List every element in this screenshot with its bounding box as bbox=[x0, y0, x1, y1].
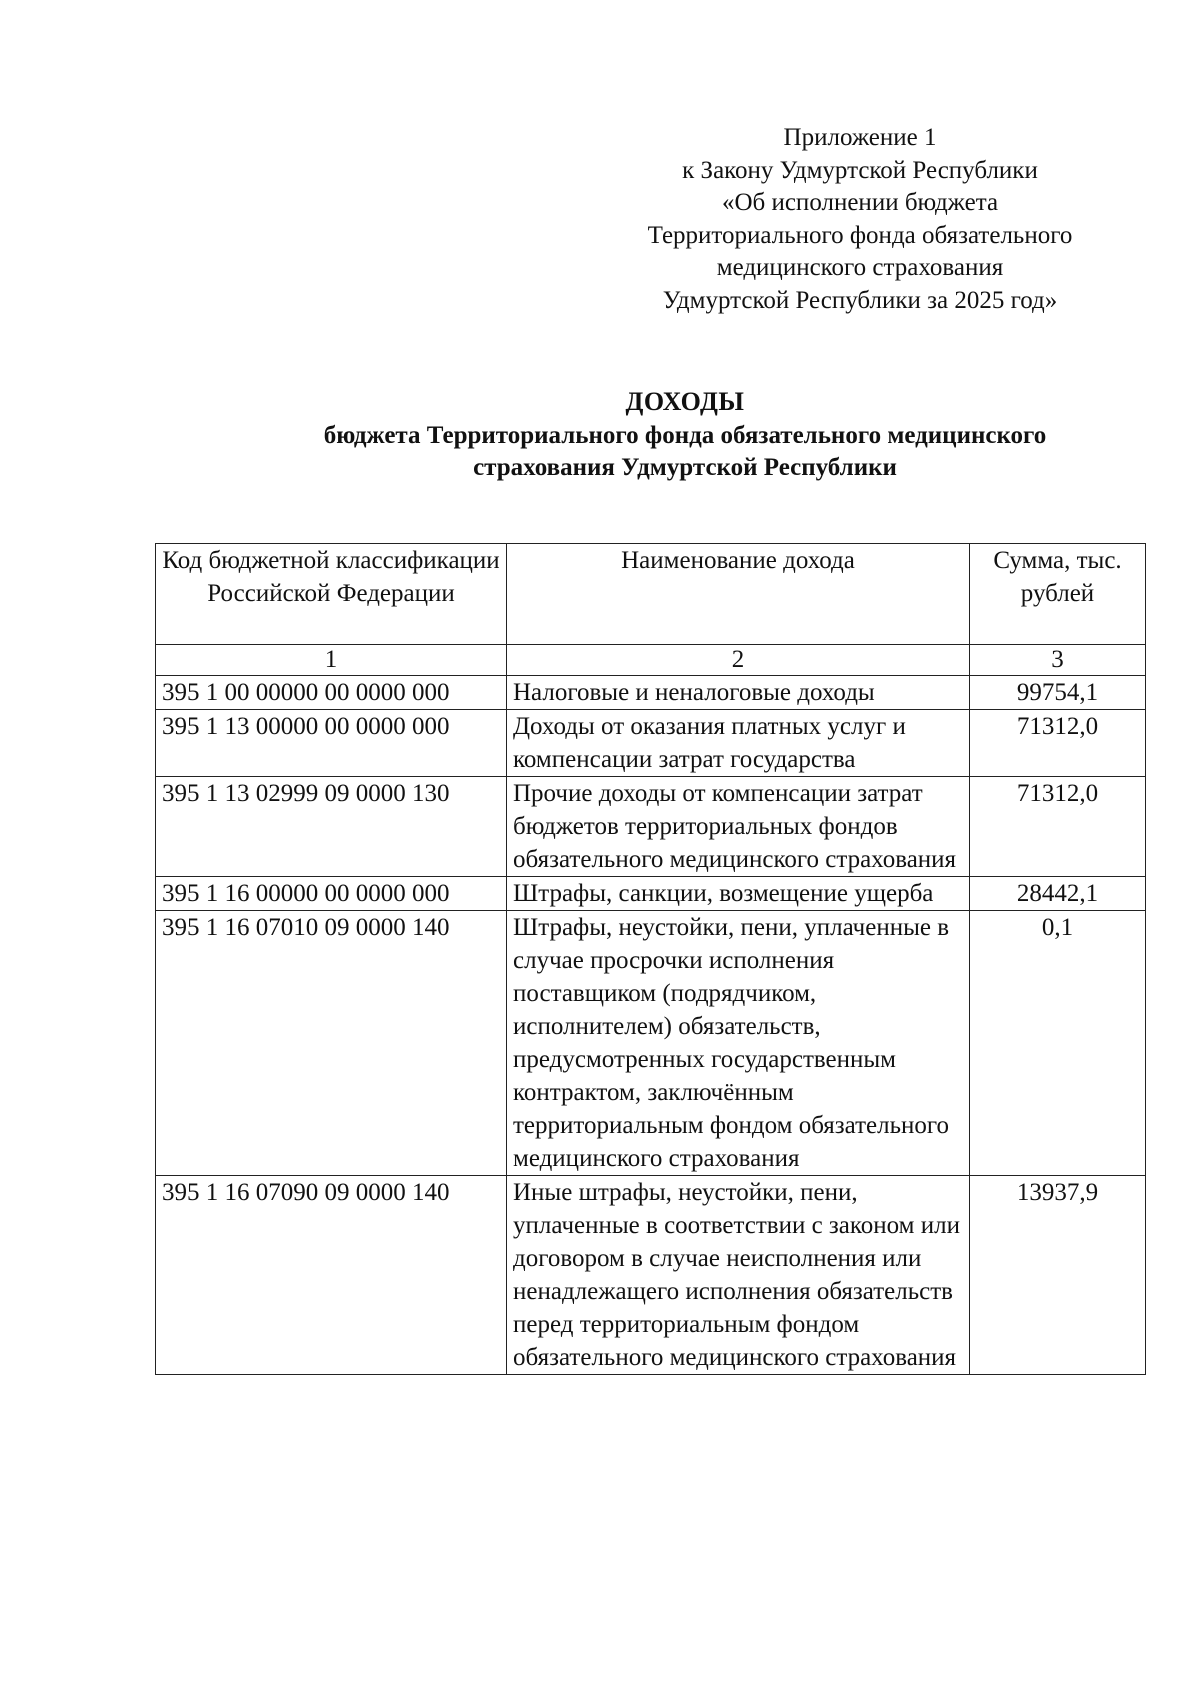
table-row bbox=[156, 877, 1146, 911]
row-code: 395 1 16 07090 09 0000 140 bbox=[156, 1176, 507, 1375]
row-sum: 71312,0 bbox=[970, 710, 1146, 777]
row-name: Прочие доходы от компенсации затрат бюджетов территориальных фондов обязательного медицинского страхования bbox=[507, 777, 970, 877]
document-subtitle-line-1: бюджета Территориального фонда обязательного медицинского bbox=[323, 422, 1047, 449]
row-name: Иные штрафы, неустойки, пени, уплаченные в соответствии с законом или договором в случае неисполнения или ненадлежащего исполнения обязательств перед территориальным фондом обязательного медицинского страхования bbox=[507, 1176, 970, 1375]
row-name: Налоговые и неналоговые доходы bbox=[507, 676, 970, 710]
document-title: ДОХОДЫ bbox=[625, 387, 745, 416]
row-code: 395 1 13 02999 09 0000 130 bbox=[156, 777, 507, 877]
row-sum: 71312,0 bbox=[970, 777, 1146, 877]
table-row bbox=[156, 676, 1146, 710]
table-row bbox=[156, 710, 1146, 777]
column-number: 1 bbox=[156, 645, 507, 676]
table-row bbox=[156, 777, 1146, 877]
document-subtitle-line-2: страхования Удмуртской Республики bbox=[473, 454, 897, 481]
appendix-line: медицинского страхования bbox=[716, 254, 1004, 281]
column-number: 3 bbox=[970, 645, 1146, 676]
row-sum: 13937,9 bbox=[970, 1176, 1146, 1375]
document-heading bbox=[120, 384, 1200, 484]
table-header-row bbox=[156, 544, 1146, 645]
column-number-row bbox=[156, 645, 1146, 676]
row-sum: 28442,1 bbox=[970, 877, 1146, 911]
table-row bbox=[156, 911, 1146, 1176]
row-sum: 99754,1 bbox=[970, 676, 1146, 710]
row-code: 395 1 13 00000 00 0000 000 bbox=[156, 710, 507, 777]
row-name: Штрафы, неустойки, пени, уплаченные в случае просрочки исполнения поставщиком (подрядчиком, исполнителем) обязательств, предусмотренных государственным контрактом, заключённым территориальным фондом обязательного медицинского страхования bbox=[507, 911, 970, 1176]
row-code: 395 1 00 00000 00 0000 000 bbox=[156, 676, 507, 710]
appendix-line: Удмуртской Республики за 2025 год» bbox=[662, 286, 1058, 314]
row-code: 395 1 16 00000 00 0000 000 bbox=[156, 877, 507, 911]
row-name: Штрафы, санкции, возмещение ущерба bbox=[507, 877, 970, 911]
row-code: 395 1 16 07010 09 0000 140 bbox=[156, 911, 507, 1176]
income-table bbox=[155, 543, 1146, 1375]
header-name: Наименование дохода bbox=[507, 544, 970, 645]
appendix-line: Приложение 1 bbox=[783, 124, 937, 151]
row-name: Доходы от оказания платных услуг и компенсации затрат государства bbox=[507, 710, 970, 777]
header-code: Код бюджетной классификации Российской Федерации bbox=[156, 544, 507, 645]
header-sum: Сумма, тыс. рублей bbox=[970, 544, 1146, 645]
table-row bbox=[156, 1176, 1146, 1375]
appendix-line: к Закону Удмуртской Республики bbox=[682, 156, 1038, 184]
column-number: 2 bbox=[507, 645, 970, 676]
row-sum: 0,1 bbox=[970, 911, 1146, 1176]
appendix-note bbox=[600, 122, 1120, 317]
appendix-line: «Об исполнении бюджета bbox=[721, 189, 999, 216]
appendix-line: Территориального фонда обязательного bbox=[647, 221, 1073, 249]
